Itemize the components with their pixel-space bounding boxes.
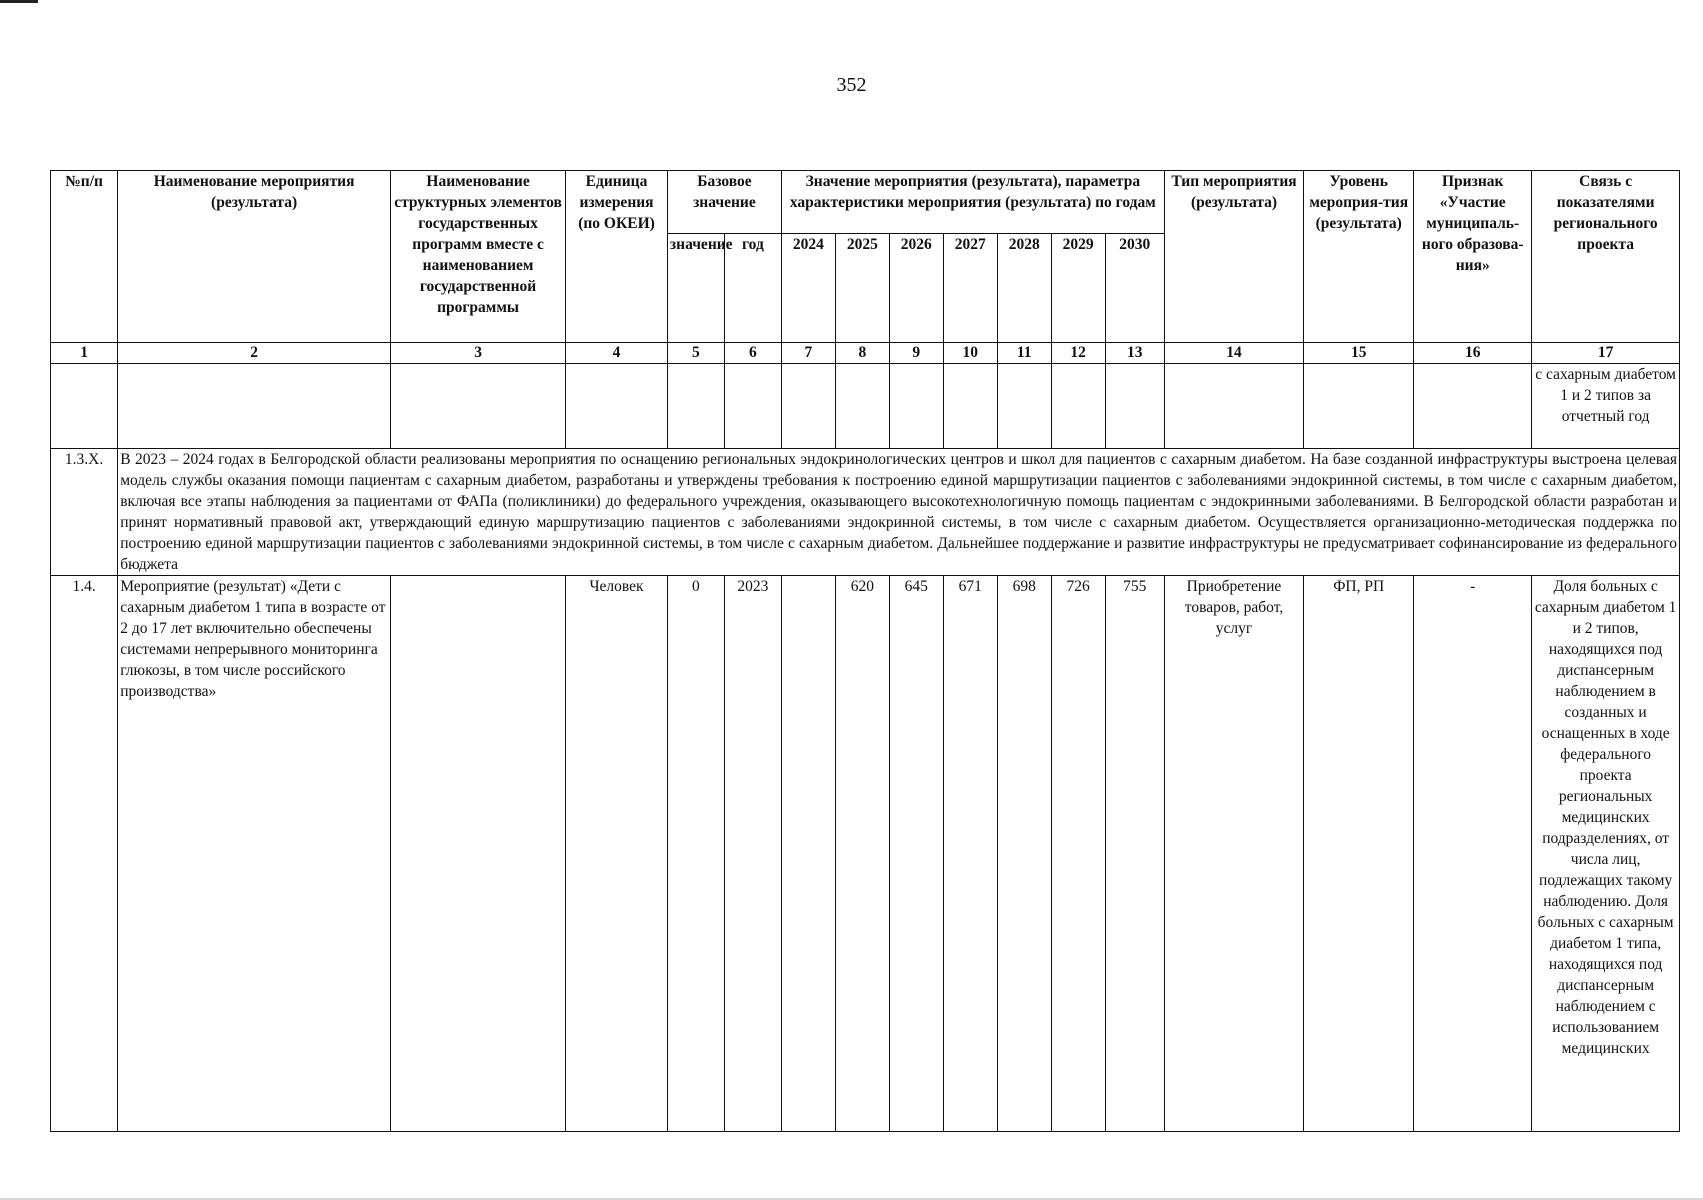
header-base-year: год	[724, 234, 781, 343]
table-cell	[724, 364, 781, 449]
column-number: 14	[1164, 343, 1303, 364]
item-value-2028: 698	[997, 576, 1051, 1132]
column-number: 15	[1304, 343, 1414, 364]
header-year-2028: 2028	[997, 234, 1051, 343]
item-value-2024	[781, 576, 835, 1132]
header-base-value: значение	[667, 234, 724, 343]
table-cell	[1051, 364, 1105, 449]
continuation-row	[51, 364, 1680, 449]
column-number: 1	[51, 343, 118, 364]
header-year-2030: 2030	[1105, 234, 1164, 343]
activities-table	[50, 170, 1680, 1132]
table-cell	[118, 364, 391, 449]
column-number: 12	[1051, 343, 1105, 364]
table-cell	[51, 364, 118, 449]
table-cell	[1304, 364, 1414, 449]
item-value-2025: 620	[835, 576, 889, 1132]
header-base: Базовое значение	[667, 171, 781, 234]
column-number: 16	[1414, 343, 1532, 364]
header-values: Значение мероприятия (результата), параметра характеристики мероприятия (результата) по годам	[781, 171, 1164, 234]
item-municipal: -	[1414, 576, 1532, 1132]
info-row-text: В 2023 – 2024 годах в Белгородской области реализованы мероприятия по оснащению региональных эндокринологических центров и школ для пациентов с сахарным диабетом. На базе созданной инфраструктуры выстроена целевая модель службы оказания помощи пациентам с сахарным диабетом, разработаны и утверждены требования к построению единой маршрутизации пациентов с заболеваниями эндокринной системы, в том числе с сахарным диабетом, включая все этапы наблюдения за пациентами от ФАПа (поликлиники) до федерального учреждения, оказывающего высокотехнологичную помощь пациентам с эндокринными заболеваниями. В Белгородской области разработан и принят нормативный правовой акт, утверждающий единую маршрутизацию пациентов с заболеваниями эндокринной системы, в том числе с сахарным диабетом. Осуществляется организационно-методическая поддержка по построению единой маршрутизации пациентов с заболеваниями эндокринной системы, в том числе с сахарным диабетом. Дальнейшее поддержание и развитие инфраструктуры не предусматривает софинансирование из федерального бюджета	[118, 449, 1680, 576]
table-cell	[781, 364, 835, 449]
header-link: Связь с показателями регионального проекта	[1532, 171, 1680, 343]
table-cell	[835, 364, 889, 449]
scan-corner-mark	[0, 0, 38, 3]
header-year-2027: 2027	[943, 234, 997, 343]
column-number: 5	[667, 343, 724, 364]
continuation-link-text: с сахарным диабетом 1 и 2 типов за отчетный год	[1532, 364, 1680, 449]
item-link: Доля больных с сахарным диабетом 1 и 2 типов, находящихся под диспансерным наблюдением в созданных и оснащенных в ходе федерального проекта региональных медицинских подразделениях, от числа лиц, подлежащих такому наблюдению. Доля больных с сахарным диабетом 1 типа, находящихся под диспансерным наблюдением с использованием медицинских	[1532, 576, 1680, 1132]
column-number: 2	[118, 343, 391, 364]
column-number: 4	[566, 343, 668, 364]
column-number: 17	[1532, 343, 1680, 364]
table-cell	[943, 364, 997, 449]
column-number: 7	[781, 343, 835, 364]
column-number-row	[51, 343, 1680, 364]
item-row	[51, 576, 1680, 1132]
table-cell	[391, 364, 566, 449]
item-level: ФП, РП	[1304, 576, 1414, 1132]
item-base-year: 2023	[724, 576, 781, 1132]
header-name: Наименование мероприятия (результата)	[118, 171, 391, 343]
item-value-2029: 726	[1051, 576, 1105, 1132]
column-number: 10	[943, 343, 997, 364]
header-year-2025: 2025	[835, 234, 889, 343]
column-number: 11	[997, 343, 1051, 364]
header-year-2029: 2029	[1051, 234, 1105, 343]
page-number: 352	[836, 74, 867, 96]
header-row	[51, 171, 1680, 234]
item-name: Мероприятие (результат) «Дети с сахарным диабетом 1 типа в возрасте от 2 до 17 лет включительно обеспечены системами непрерывного мониторинга глюкозы, в том числе российского производства»	[118, 576, 391, 1132]
column-number: 6	[724, 343, 781, 364]
item-value-2026: 645	[889, 576, 943, 1132]
item-value-2030: 755	[1105, 576, 1164, 1132]
column-number: 9	[889, 343, 943, 364]
header-year-2024: 2024	[781, 234, 835, 343]
table-cell	[1164, 364, 1303, 449]
column-number: 8	[835, 343, 889, 364]
table-cell	[1414, 364, 1532, 449]
header-year-2026: 2026	[889, 234, 943, 343]
table-cell	[1105, 364, 1164, 449]
item-value-2027: 671	[943, 576, 997, 1132]
info-row-number: 1.3.Х.	[51, 449, 118, 576]
column-number: 3	[391, 343, 566, 364]
header-municipal: Признак «Участие муниципаль-ного образова-ния»	[1414, 171, 1532, 343]
item-type: Приобретение товаров, работ, услуг	[1164, 576, 1303, 1132]
table-cell	[566, 364, 668, 449]
header-level: Уровень мероприя-тия (результата)	[1304, 171, 1414, 343]
header-unit: Единица измерения (по ОКЕИ)	[566, 171, 668, 343]
header-num: №п/п	[51, 171, 118, 343]
header-type: Тип мероприятия (результата)	[1164, 171, 1303, 343]
item-base-value: 0	[667, 576, 724, 1132]
column-number: 13	[1105, 343, 1164, 364]
item-number: 1.4.	[51, 576, 118, 1132]
table-cell	[997, 364, 1051, 449]
info-row	[51, 449, 1680, 576]
item-structural	[391, 576, 566, 1132]
header-structural: Наименование структурных элементов государственных программ вместе с наименованием государственной программы	[391, 171, 566, 343]
table-cell	[889, 364, 943, 449]
table-cell	[667, 364, 724, 449]
item-unit: Человек	[566, 576, 668, 1132]
